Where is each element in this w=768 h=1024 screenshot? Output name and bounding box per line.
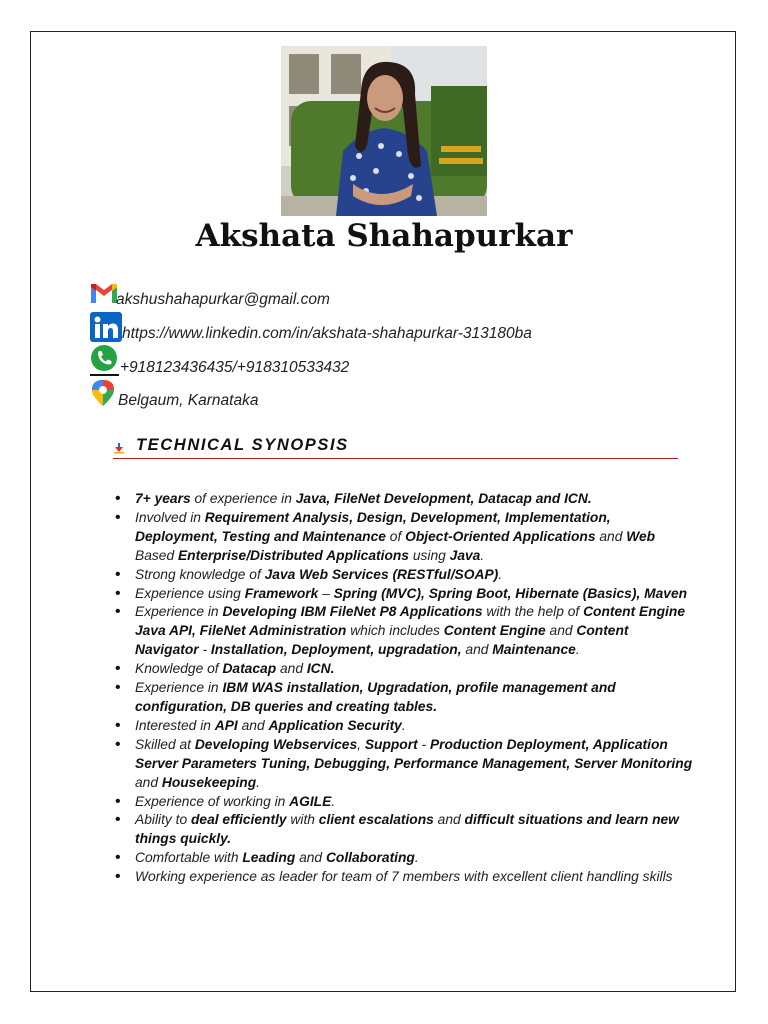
arrow-bullet-icon	[113, 441, 125, 459]
synopsis-text: Strong knowledge of	[135, 566, 265, 582]
synopsis-text: with	[286, 812, 319, 828]
synopsis-text: .	[256, 774, 261, 790]
location-row	[90, 379, 258, 407]
synopsis-item	[113, 509, 693, 566]
synopsis-bold-text: Java, FileNet Development, Datacap and ICN.	[295, 491, 592, 506]
phone-row	[90, 345, 349, 377]
synopsis-text: and	[433, 812, 465, 828]
synopsis-text: .	[331, 793, 336, 809]
synopsis-text: and	[461, 642, 493, 658]
linkedin-url[interactable]: https://www.linkedin.com/in/akshata-shahapurkar-313180ba	[122, 325, 532, 342]
synopsis-text: which includes	[346, 623, 444, 639]
section-heading	[113, 436, 678, 459]
synopsis-bold-text: Maintenance	[492, 642, 576, 658]
synopsis-item	[113, 490, 693, 509]
synopsis-text: Based	[135, 547, 178, 563]
synopsis-bold-text: Collaborating	[325, 850, 415, 866]
phone-text[interactable]: +918123436435/+918310533432	[120, 359, 350, 376]
synopsis-bold-text: AGILE	[289, 793, 332, 809]
synopsis-bold-text: Production Deployment, Application Server Parameters Tuning, Debugging, Performance Management, Server Monitoring	[135, 736, 693, 771]
synopsis-bold-text: Object-Oriented Applications	[405, 528, 596, 544]
synopsis-text: .	[480, 547, 485, 563]
synopsis-text: Skilled at	[135, 736, 195, 752]
map-pin-icon	[90, 379, 116, 407]
synopsis-text: Experience of working in	[135, 793, 290, 809]
linkedin-icon	[90, 312, 122, 344]
synopsis-text: .	[414, 850, 419, 866]
synopsis-text: Comfortable with	[135, 850, 243, 866]
synopsis-bold-text: Installation, Deployment, upgradation,	[210, 642, 462, 658]
synopsis-bold-text: Java	[449, 547, 481, 563]
synopsis-text: and	[595, 528, 627, 544]
synopsis-item	[113, 566, 693, 585]
synopsis-bold-text: Enterprise/Distributed Applications	[177, 547, 409, 563]
synopsis-bold-text: Content Navigator	[135, 623, 629, 658]
synopsis-bold-text: Framework	[244, 585, 319, 601]
synopsis-bold-text: Developing Webservices	[194, 736, 358, 752]
linkedin-row	[90, 312, 532, 344]
candidate-name: Akshata Shahapurkar	[195, 218, 573, 254]
synopsis-item	[113, 717, 693, 736]
synopsis-text: Working experience as leader for team of 7 members with excellent client handling skills	[135, 869, 673, 885]
synopsis-bold-text: API	[214, 717, 238, 733]
phone-icon	[90, 345, 120, 377]
synopsis-bold-text: Java Web Services (RESTful/SOAP)	[264, 566, 499, 582]
synopsis-bold-text: deal efficiently	[190, 812, 287, 828]
synopsis-text: Interested in	[135, 717, 215, 733]
synopsis-list	[113, 490, 693, 887]
synopsis-bold-text: Content Engine	[443, 623, 546, 639]
synopsis-text: .	[575, 642, 580, 658]
synopsis-bold-text: IBM WAS installation, Upgradation, profile management and configuration, DB queries and creating tables.	[135, 680, 616, 714]
synopsis-bold-text: Spring (MVC), Spring Boot, Hibernate (Basics), Maven	[333, 585, 688, 601]
synopsis-item	[113, 868, 693, 887]
synopsis-text: ,	[357, 736, 365, 752]
synopsis-text: Experience using	[135, 585, 245, 601]
profile-photo	[281, 46, 487, 216]
synopsis-text: -	[198, 642, 211, 658]
gmail-icon	[90, 281, 118, 309]
synopsis-text: Experience in	[135, 680, 223, 696]
synopsis-bold-text: Leading	[242, 850, 296, 866]
synopsis-item	[113, 660, 693, 679]
section-title: TECHNICAL SYNOPSIS	[136, 436, 349, 454]
synopsis-item	[113, 849, 693, 868]
synopsis-item	[113, 679, 693, 717]
synopsis-bold-text: difficult situations and learn new things quickly.	[135, 812, 679, 847]
synopsis-bold-text: Datacap	[222, 661, 277, 677]
synopsis-bold-text: Content Engine Java API, FileNet Administration	[135, 604, 685, 639]
synopsis-bold-text: 7+ years	[135, 491, 191, 506]
synopsis-text: with the help of	[482, 604, 584, 620]
synopsis-text: –	[318, 585, 334, 601]
synopsis-item	[113, 585, 693, 604]
synopsis-text: using	[408, 547, 450, 563]
synopsis-text: of experience in	[190, 491, 296, 506]
synopsis-bold-text: Application Security	[268, 717, 402, 733]
location-text: Belgaum, Karnataka	[118, 392, 259, 409]
synopsis-text: and	[276, 661, 307, 677]
email-text[interactable]: akshushahapurkar@gmail.com	[116, 291, 330, 308]
synopsis-item	[113, 793, 693, 812]
synopsis-text: and	[135, 774, 162, 790]
synopsis-text: Experience in	[135, 604, 223, 620]
synopsis-item	[113, 736, 693, 793]
synopsis-text: .	[498, 566, 503, 582]
synopsis-text: and	[545, 623, 577, 639]
synopsis-text: .	[401, 717, 406, 733]
synopsis-text: Knowledge of	[135, 661, 223, 677]
synopsis-text: and	[237, 717, 269, 733]
synopsis-bold-text: Requirement Analysis, Design, Development, Implementation, Deployment, Testing and Maintenance	[135, 509, 611, 544]
synopsis-bold-text: Developing IBM FileNet P8 Applications	[222, 604, 483, 620]
synopsis-bold-text: Housekeeping	[161, 774, 257, 790]
synopsis-text: of	[385, 528, 406, 544]
synopsis-item	[113, 603, 693, 660]
synopsis-text: -	[417, 736, 430, 752]
synopsis-bold-text: Support	[364, 736, 418, 752]
synopsis-bold-text: Web	[626, 528, 656, 544]
synopsis-bold-text: ICN.	[306, 661, 335, 677]
email-row	[90, 281, 330, 309]
synopsis-text: Involved in	[135, 509, 205, 525]
synopsis-text: and	[295, 850, 326, 866]
synopsis-text: Ability to	[135, 812, 191, 828]
synopsis-bold-text: client escalations	[318, 812, 434, 828]
synopsis-item	[113, 811, 693, 849]
